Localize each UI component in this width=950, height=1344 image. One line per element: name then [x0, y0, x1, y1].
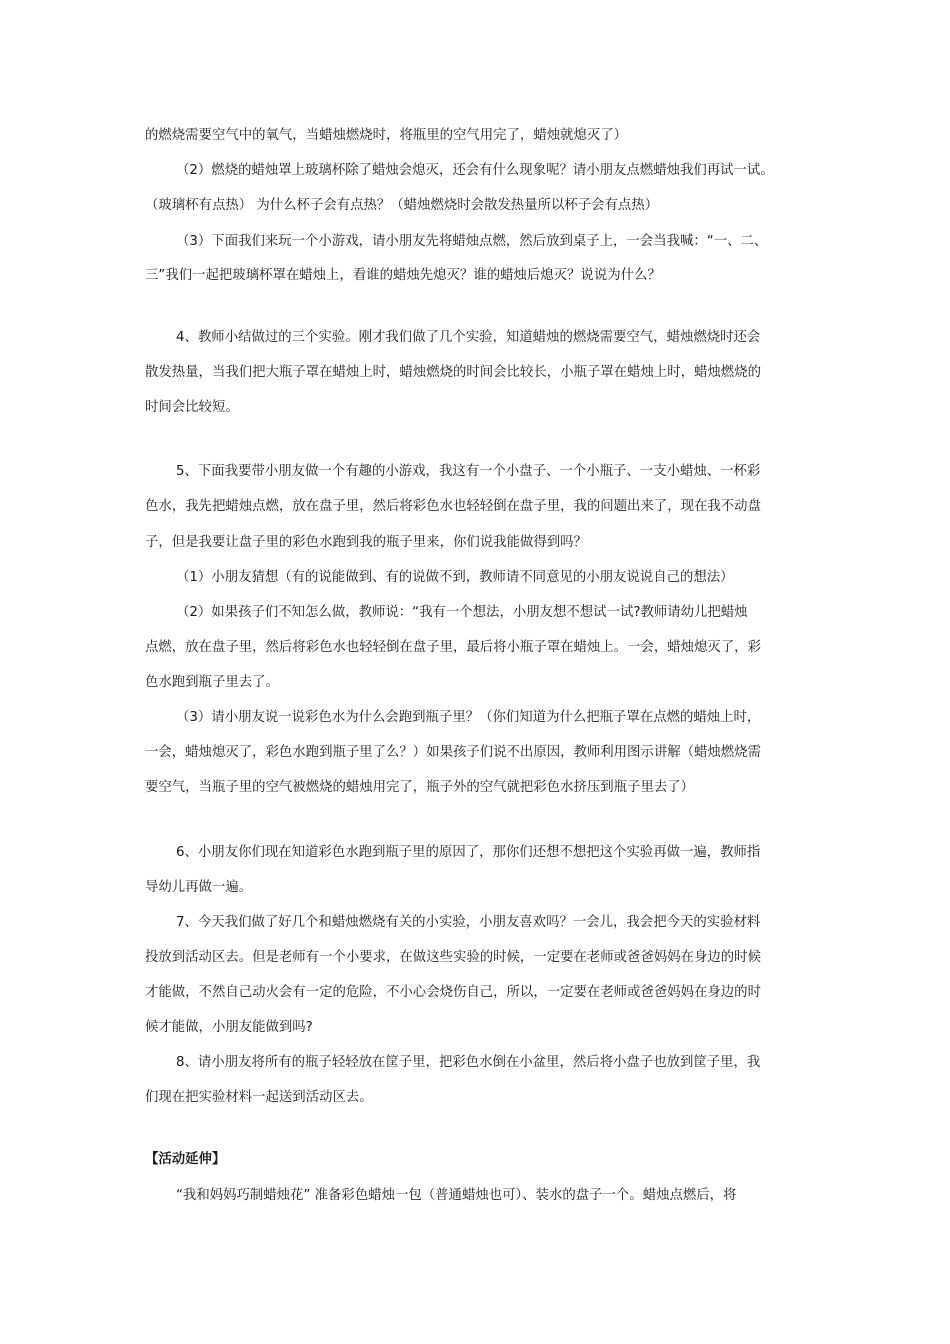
paragraph-line: 5、下面我要带小朋友做一个有趣的小游戏，我这有一个小盘子、一个小瓶子、一支小蜡烛、一杯彩	[176, 464, 761, 479]
paragraph-line: （3）请小朋友说一说彩色水为什么会跑到瓶子里？（你们知道为什么把瓶子罩在点燃的蜡烛上时，	[176, 710, 761, 725]
paragraph-line: 的燃烧需要空气中的氧气，当蜡烛燃烧时，将瓶里的空气用完了，蜡烛就熄灭了）	[145, 128, 628, 143]
paragraph-line: 才能做，不然自己动火会有一定的危险，不小心会烧伤自己，所以，一定要在老师或爸爸妈妈在身边的时	[145, 985, 761, 1000]
paragraph-line: 点燃，放在盘子里，然后将彩色水也轻轻倒在盘子里，最后将小瓶子罩在蜡烛上。一会，蜡烛熄灭了，彩	[145, 640, 761, 655]
paragraph-line: 子，但是我要让盘子里的彩色水跑到我的瓶子里来，你们说我能做得到吗？	[145, 535, 587, 550]
paragraph-line: 三”我们一起把玻璃杯罩在蜡烛上，看谁的蜡烛先熄灭？谁的蜡烛后熄灭？说说为什么？	[145, 268, 661, 283]
paragraph-line: 要空气，当瓶子里的空气被燃烧的蜡烛用完了，瓶子外的空气就把彩色水挤压到瓶子里去了）	[145, 780, 695, 795]
paragraph-line: （2）燃烧的蜡烛罩上玻璃杯除了蜡烛会熄灭，还会有什么现象呢？请小朋友点燃蜡烛我们再试一试。	[176, 163, 774, 178]
paragraph-line: 们现在把实验材料一起送到活动区去。	[145, 1090, 373, 1105]
paragraph-line: 时间会比较短。	[145, 400, 239, 415]
paragraph-line: 7、今天我们做了好几个和蜡烛燃烧有关的小实验，小朋友喜欢吗？一会儿，我会把今天的实验材料	[176, 915, 761, 930]
paragraph-line: 投放到活动区去。但是老师有一个小要求，在做这些实验的时候，一定要在老师或爸爸妈妈在身边的时候	[145, 950, 761, 965]
paragraph-line: 候才能做，小朋友能做到吗?	[145, 1020, 313, 1035]
paragraph-line: 一会，蜡烛熄灭了，彩色水跑到瓶子里了么？）如果孩子们说不出原因，教师利用图示讲解（蜡烛燃烧需	[145, 745, 761, 760]
paragraph-line: 8、请小朋友将所有的瓶子轻轻放在筐子里，把彩色水倒在小盆里，然后将小盘子也放到筐子里，我	[176, 1055, 761, 1070]
paragraph-line: （玻璃杯有点热） 为什么杯子会有点热？（蜡烛燃烧时会散发热量所以杯子会有点热）	[145, 198, 659, 213]
paragraph-line: （1）小朋友猜想（有的说能做到、有的说做不到，教师请不同意见的小朋友说说自己的想法）	[176, 570, 734, 585]
paragraph-line: 4、教师小结做过的三个实验。刚才我们做了几个实验，知道蜡烛的燃烧需要空气，蜡烛燃烧时还会	[176, 330, 761, 345]
paragraph-line: 6、小朋友你们现在知道彩色水跑到瓶子里的原因了，那你们还想不想把这个实验再做一遍，教师指	[176, 845, 761, 860]
paragraph-line: 色水，我先把蜡烛点燃，放在盘子里，然后将彩色水也轻轻倒在盘子里，我的问题出来了，现在我不动盘	[145, 499, 761, 514]
paragraph-line: 色水跑到瓶子里去了。	[145, 675, 279, 690]
section-heading: 【活动延伸】	[145, 1152, 226, 1167]
paragraph-line: 散发热量，当我们把大瓶子罩在蜡烛上时，蜡烛燃烧的时间会比较长，小瓶子罩在蜡烛上时，蜡烛燃烧的	[145, 365, 761, 380]
paragraph-line: 导幼儿再做一遍。	[145, 880, 253, 895]
paragraph-line: （3）下面我们来玩一个小游戏，请小朋友先将蜡烛点燃，然后放到桌子上，一会当我喊：“一、二、	[176, 234, 768, 249]
paragraph-line: （2）如果孩子们不知怎么做，教师说：“我有一个想法，小朋友想不想试一试?教师请幼儿把蜡烛	[176, 605, 748, 620]
paragraph-line: “我和妈妈巧制蜡烛花” 准备彩色蜡烛一包（普通蜡烛也可）、装水的盘子一个。蜡烛点燃后，将	[176, 1188, 737, 1203]
